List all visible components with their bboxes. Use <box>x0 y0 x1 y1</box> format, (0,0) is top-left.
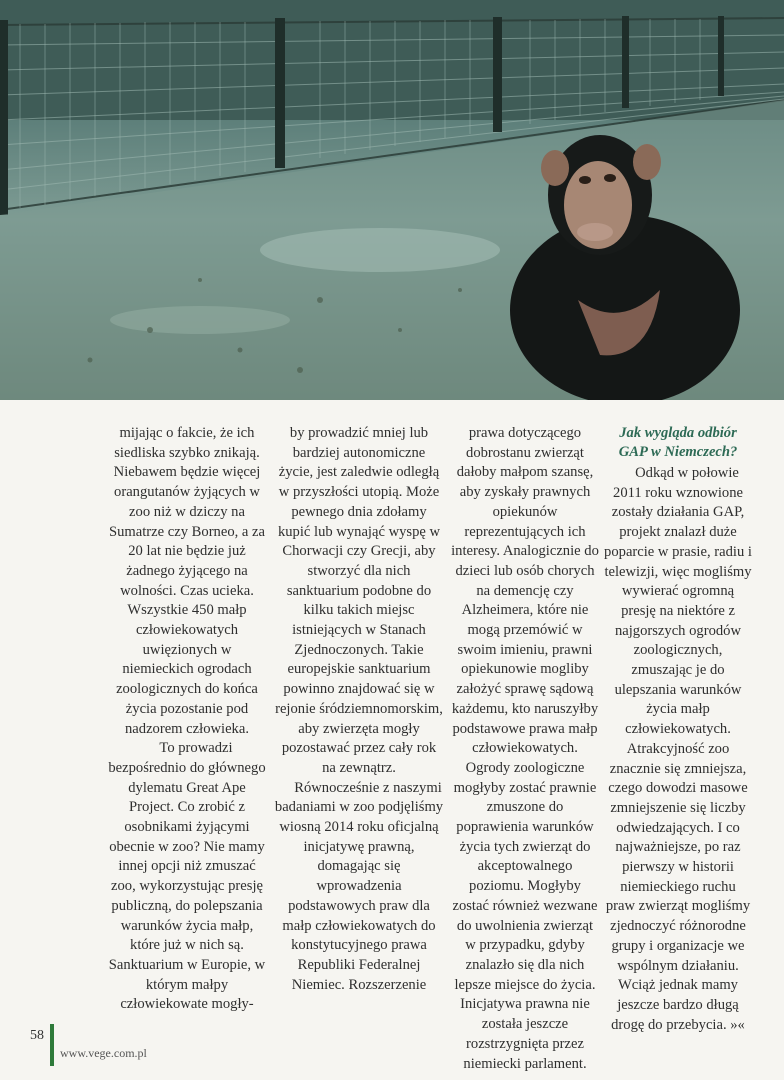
text-column-1 <box>106 424 268 1015</box>
header-photo <box>0 0 784 400</box>
section-heading: Jak wygląda odbiór GAP w Niemczech? <box>618 425 738 460</box>
paragraph: by prowadzić mniej lub bardziej autonomiczne życie, jest zaledwie odległą w przyszłości utopią. Może pewnego dnia zdołamy kupić lub wynająć wyspę w Chorwacji czy Grecji, aby stworzyć dla nich sanktuarium podobne do kilku takich miejsc istniejących w Stanach Zjednoczonych. Takie europejskie sanktuarium powinno znajdować się w rejonie śródziemnomorskim, aby zwierzęta mogły pozostawać przez cały rok na zewnątrz. <box>275 425 443 776</box>
paragraph: prawa dotyczącego dobrostanu zwierząt dałoby małpom szansę, aby zyskały prawnych opiekunów reprezentujących ich interesy. Analogicznie do dzieci lub osób chorych na demencję czy Alzheimera, które nie mogą przemówić w swoim imieniu, prawni opiekunowie mogliby założyć sprawę sądową każdemu, kto naruszyłby podstawowe prawa małp człowiekowatych. Ogrody zoologiczne mogłyby zostać prawnie zmuszone do poprawienia warunków życia tych zwierząt do akceptowalnego poziomu. Mogłyby zostać również wezwane do uwolnienia zwierząt w przypadku, gdyby znalazło się dla nich lepsze miejsce do życia. Inicjatywa prawna nie została jeszcze rozstrzygnięta przez niemiecki parlament. <box>451 425 599 1072</box>
paragraph: Odkąd w połowie 2011 roku wznowione zostały działania GAP, projekt znalazł duże poparcie w prasie, radiu i telewizji, więc mogliśmy wywierać ogromną presję na niektóre z najgorszych ogrodów zoologicznych, zmuszając je do ulepszania warunków życia małp człowiekowatych. Atrakcyjność zoo znacznie się zmniejsza, czego dowodzi masowe zmniejszenie się liczby odwiedzających. I co najważniejsze, po raz pierwszy w historii niemieckiego ruchu praw zwierząt mogliśmy zjednoczyć różnorodne grupy i organizacje we wspólnym działaniu. Wciąż jednak mamy jeszcze bardzo długą drogę do przebycia. »« <box>604 465 752 1033</box>
chimpanzee-photo <box>0 0 784 400</box>
text-column-4 <box>604 424 752 1035</box>
text-column-2 <box>274 424 444 995</box>
text-column-3 <box>450 424 600 1074</box>
footer-accent-bar <box>50 1024 54 1066</box>
paragraph: Równocześnie z naszymi badaniami w zoo podjęliśmy wiosną 2014 roku oficjalną inicjatywę prawną, domagając się wprowadzenia podstawowych praw dla małp człowiekowatych do konstytucyjnego prawa Republiki Federalnej Niemiec. Rozszerzenie <box>274 779 444 993</box>
paragraph: mijając o fakcie, że ich siedliska szybko znikają. Niebawem będzie więcej orangutanów żyjących w zoo niż w dziczy na Sumatrze czy Borneo, a za 20 lat nie będzie już żadnego żyjącego na wolności. Czas ucieka. Wszystkie 450 małp człowiekowatych uwięzionych w niemieckich ogrodach zoologicznych do końca życia pozostanie pod nadzorem człowieka. <box>109 425 265 737</box>
website-url: www.vege.com.pl <box>60 1046 147 1060</box>
page-number: 58 <box>30 1028 44 1043</box>
paragraph: To prowadzi bezpośrednio do głównego dylematu Great Ape Project. Co zrobić z osobnikami żyjącymi obecnie w zoo? Nie mamy innej opcji niż zmuszać zoo, wykorzystując presję publiczną, do polepszania warunków życia małp, które już w nich są. Sanktuarium w Europie, w którym małpy człowiekowate mogły- <box>108 740 266 1013</box>
